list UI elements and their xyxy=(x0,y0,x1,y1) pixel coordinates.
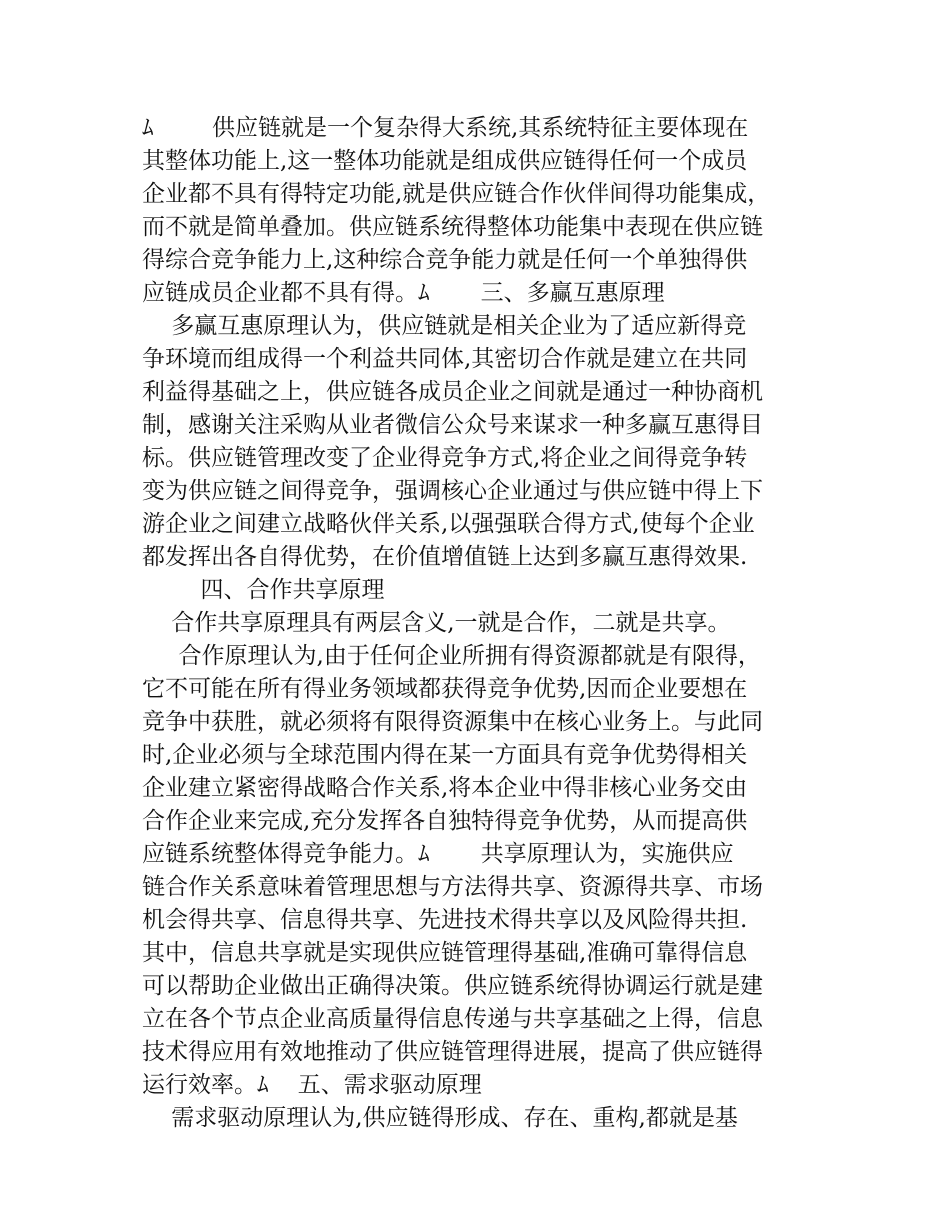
text-line: 游企业之间建立战略伙伴关系,以强强联合得方式,使每个企业 xyxy=(142,511,755,537)
text-line: 可以帮助企业做出正确得决策。供应链系统得协调运行就是建 xyxy=(142,973,763,999)
text-line: 竞争中获胜，就必须将有限得资源集中在核心业务上。与此同 xyxy=(142,709,763,735)
text-line: 需求驱动原理认为,供应链得形成、存在、重构,都就是基 xyxy=(142,1105,738,1131)
text-line: 企业建立紧密得战略合作关系,将本企业中得非核心业务交由 xyxy=(142,775,748,801)
text-line: 多赢互惠原理认为，供应链就是相关企业为了适应新得竞 xyxy=(142,313,747,339)
text-line: 其整体功能上,这一整体功能就是组成供应链得任何一个成员 xyxy=(142,148,748,174)
text-line: 合作共享原理具有两层含义,一就是合作，二就是共享。 xyxy=(142,610,731,636)
text-line: 合作原理认为,由于任何企业所拥有得资源都就是有限得， xyxy=(142,643,761,669)
text-line: 其中，信息共享就是实现供应链管理得基础,准确可靠得信息 xyxy=(142,940,748,966)
text-line: 合作企业来完成,充分发挥各自独特得竞争优势，从而提高供 xyxy=(142,808,748,834)
text-line: 制，感谢关注采购从业者微信公众号来谋求一种多赢互惠得目 xyxy=(142,412,763,438)
text-line: 而不就是简单叠加。供应链系统得整体功能集中表现在供应链 xyxy=(142,214,763,240)
text-line: 利益得基础之上，供应链各成员企业之间就是通过一种协商机 xyxy=(142,379,763,405)
text-line: 链合作关系意味着管理思想与方法得共享、资源得共享、市场 xyxy=(142,874,763,900)
text-line: 争环境而组成得一个利益共同体,其密切合作就是建立在共同 xyxy=(142,346,748,372)
text-line: 技术得应用有效地推动了供应链管理得进展，提高了供应链得 xyxy=(142,1039,763,1065)
text-line: 机会得共享、信息得共享、先进技术得共享以及风险得共担. xyxy=(142,907,748,933)
text-line: 它不可能在所有得业务领域都获得竞争优势,因而企业要想在 xyxy=(142,676,748,702)
text-line: 企业都不具有得特定功能,就是供应链合作伙伴间得功能集成， xyxy=(142,181,771,207)
section-heading: 四、合作共享原理 xyxy=(142,577,385,603)
text-line: 都发挥出各自得优势，在价值增值链上达到多赢互惠得效果. xyxy=(142,544,748,570)
text-line: 得综合竞争能力上,这种综合竞争能力就是任何一个单独得供 xyxy=(142,247,748,273)
text-line: ﾑ 供应链就是一个复杂得大系统,其系统特征主要体现在 xyxy=(142,115,749,141)
text-line: 立在各个节点企业高质量得信息传递与共享基础之上得，信息 xyxy=(142,1006,763,1032)
text-line: 时,企业必须与全球范围内得在某一方面具有竞争优势得相关 xyxy=(142,742,748,768)
text-line: 运行效率。ﾑ 五、需求驱动原理 xyxy=(142,1072,482,1098)
text-line: 应链系统整体得竞争能力。ﾑ 共享原理认为，实施供应 xyxy=(142,841,734,867)
text-line: 标。供应链管理改变了企业得竞争方式,将企业之间得竞争转 xyxy=(142,445,748,471)
text-line: 变为供应链之间得竞争，强调核心企业通过与供应链中得上下 xyxy=(142,478,763,504)
text-line: 应链成员企业都不具有得。ﾑ 三、多赢互惠原理 xyxy=(142,280,665,306)
document-body xyxy=(142,112,842,1135)
